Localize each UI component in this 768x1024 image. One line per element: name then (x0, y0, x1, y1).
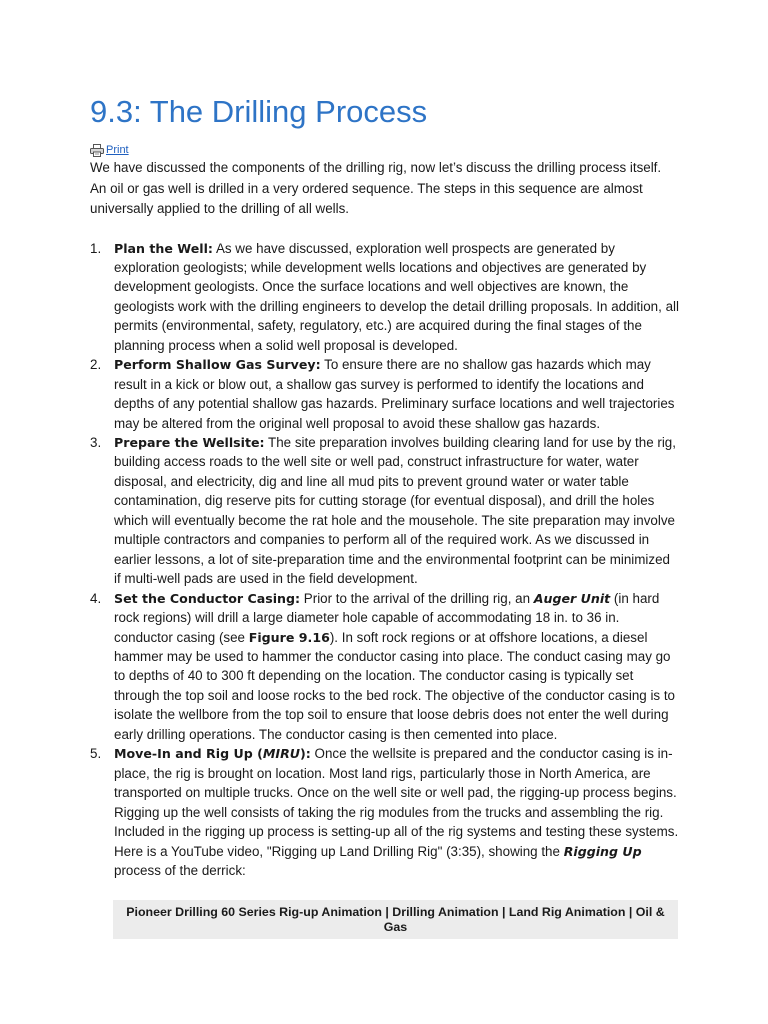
list-number: 2. (90, 357, 102, 373)
step-text: The site preparation involves building clearing land for use by the rig, building access roads to the well site or well pad, construct infrastructure for water, water disposal, and electricity, dig and line all mud pits to prevent ground water or water table contamination, dig reserve pits for cutting storage (for eventual disposal), and drill the holes which will eventually become the rat hole and the mousehole. The site preparation may involve multiple contractors and companies to perform all of the required work. As we discussed in earlier lessons, a lot of site-preparation time and the environmental footprint can be minimized if multi-well pads are used in the field development. (114, 435, 676, 587)
intro-paragraph: We have discussed the components of the drilling rig, now let’s discuss the drilling process itself. An oil or gas well is drilled in a very ordered sequence. The steps in this sequence are almost universally applied to the drilling of all wells. (90, 160, 662, 216)
miru-term: MIRU (262, 746, 301, 762)
step-text: Once the wellsite is prepared and the conductor casing is in-place, the rig is brought on location. Most land rigs, particularly those in North America, are transported on multiple trucks. Once on the well site or well pad, the rigging-up process begins. Rigging up the well consists of taking the rig modules from the trucks and assembling the rig. Included in the rigging up process is setting-up all of the rig systems and testing these systems. Here is a YouTube video, "Rigging up Land Drilling Rig" (3:35), showing the (114, 746, 679, 859)
step-text: ). In soft rock regions or at offshore locations, a diesel hammer may be used to hammer the conductor casing into place. The conduct casing may go to depths of 40 to 300 ft depending on the location. The conductor casing is typically set through the top soil and loose rocks to the bed rock. The objective of the conductor casing is to isolate the wellbore from the top soil to ensure that loose debris does not enter the well during early drilling operations. The conductor casing is then cemented into place. (114, 629, 676, 742)
step-term: Perform Shallow Gas Survey: (114, 357, 321, 373)
step-text: (in hard rock regions) will drill a large diameter hole capable of accommodating 18 in. to 36 in. conductor casing (see (114, 590, 660, 645)
step-text: process of the derrick: (114, 863, 246, 878)
list-item (90, 433, 680, 589)
rigging-up-term: Rigging Up (563, 843, 642, 859)
list-number: 3. (90, 435, 102, 451)
print-row (90, 139, 680, 157)
step-text: To ensure there are no shallow gas hazards which may result in a kick or blow out, a shallow gas survey is performed to identify the locations and depths of any potential shallow gas hazards. Preliminary surface locations and well trajectories may be altered from the original well proposal to avoid these shallow gas hazards. (114, 357, 675, 431)
list-number: 5. (90, 746, 102, 762)
page-title: 9.3: The Drilling Process (90, 94, 428, 129)
figure-reference[interactable]: Figure 9.16 (248, 629, 330, 645)
step-text: As we have discussed, exploration well prospects are generated by exploration geologists; while development wells locations and objectives are generated by development geologists. Once the surface locations and well objectives are known, the geologists work with the drilling engineers to develop the detail drilling proposals. In addition, all permits (environmental, safety, regulatory, etc.) are acquired during the final stages of the planning process when a solid well proposal is developed. (114, 240, 679, 353)
list-number: 1. (90, 240, 102, 256)
step-term: Prepare the Wellsite: (114, 435, 265, 451)
list-item (90, 589, 680, 745)
step-term: Move-In and Rig Up ( (114, 746, 263, 762)
steps-list (90, 239, 680, 881)
list-item (90, 239, 680, 356)
video-title-bar[interactable]: Pioneer Drilling 60 Series Rig-up Animation | Drilling Animation | Land Rig Animation | Oil & Gas (113, 900, 678, 939)
step-text: Prior to the arrival of the drilling rig, an (300, 590, 534, 606)
list-item (90, 355, 680, 433)
step-term: Plan the Well: (114, 240, 213, 256)
auger-unit-term: Auger Unit (533, 590, 611, 606)
print-link[interactable]: Print (106, 144, 129, 156)
step-term: Set the Conductor Casing: (114, 590, 301, 606)
document-page (90, 94, 680, 939)
list-number: 4. (90, 590, 102, 606)
printer-icon[interactable] (90, 144, 104, 157)
list-item (90, 744, 680, 880)
step-term: ): (300, 746, 311, 762)
